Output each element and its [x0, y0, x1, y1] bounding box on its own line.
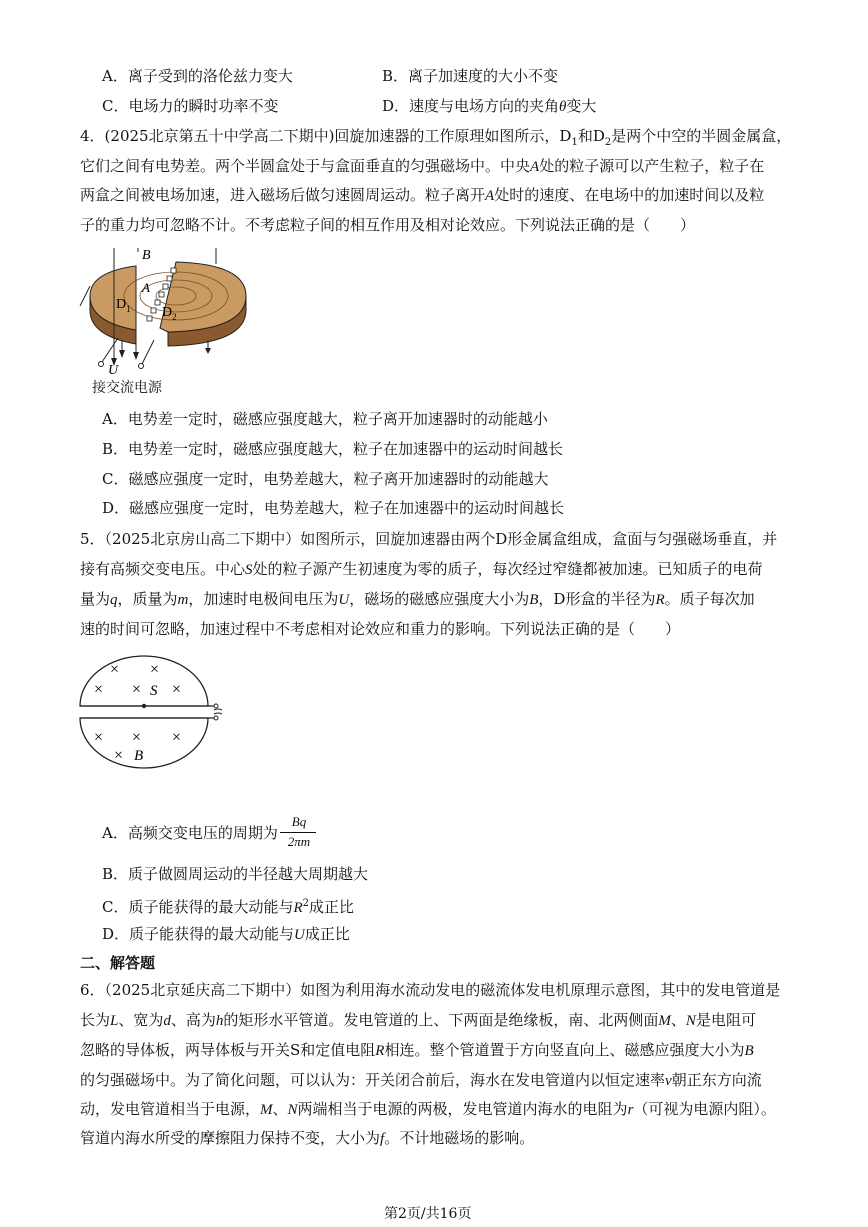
page-footer: 第2页/共16页 — [384, 1206, 472, 1222]
fig4-label-d1: $D_1$ — [116, 297, 131, 314]
q3-option-a: A．离子受到的洛伦兹力变大 — [102, 67, 293, 85]
q6-stem-line6: 管道内海水所受的摩擦阻力保持不变，大小为f。不计地磁场的影响。 — [80, 1129, 535, 1147]
q5-stem-line4: 速的时间可忽略，加速过程中不考虑相对论效应和重力的影响。下列说法正确的是（ ） — [80, 620, 681, 638]
q3-option-b: B．离子加速度的大小不变 — [382, 67, 559, 85]
q4-option-c: C．磁感应强度一定时，电势差越大，粒子离开加速器时的动能越大 — [102, 470, 549, 488]
q3-option-d: D．速度与电场方向的夹角θ变大 — [382, 97, 597, 115]
q5-stem-line3: 量为q，质量为m，加速时电极间电压为U，磁场的磁感应强度大小为B，D形盒的半径为R。质子每次加 — [80, 590, 755, 608]
q4-stem-line3: 两盒之间被电场加速，进入磁场后做匀速圆周运动。粒子离开A处时的速度、在电场中的加速时间以及粒 — [80, 186, 765, 204]
fig5-label-b: B — [134, 748, 144, 764]
fig5-cross: × — [114, 747, 124, 764]
q4-stem-line4: 子的重力均可忽略不计。不考虑粒子间的相互作用及相对论效应。下列说法正确的是（ ） — [80, 216, 696, 234]
q4-option-a: A．电势差一定时，磁感应强度越大，粒子离开加速器时的动能越小 — [102, 410, 548, 428]
fig5-cross: × — [172, 681, 182, 698]
fig5-cross: × — [94, 681, 104, 698]
q6-stem-line2: 长为L、宽为d、高为h的矩形水平管道。发电管道的上、下两面是绝缘板，南、北两侧面M、N是电阻可 — [80, 1011, 756, 1029]
q4-option-d: D．磁感应强度一定时，电势差越大，粒子在加速器中的运动时间越长 — [102, 499, 565, 517]
q5-fraction-numerator: Bq — [291, 814, 307, 829]
q6-stem-line3: 忽略的导体板，两导体板与开关S和定值电阻R相连。整个管道置于方向竖直向上、磁感应强度大小为B — [80, 1041, 754, 1059]
q5-fraction-bar — [280, 832, 316, 833]
fig5-cross: × — [132, 729, 142, 746]
fig4-label-a: A — [142, 280, 150, 295]
fig4-label-d2: $D_2$ — [162, 305, 177, 322]
q5-option-c-line: C．质子能获得的最大动能与$R^2$成正比 — [102, 898, 355, 916]
q6-stem-line1: 6．（2025北京延庆高二下期中）如图为利用海水流动发电的磁流体发电机原理示意图，其中的发电管道是 — [80, 981, 781, 999]
fig4-label-u: U — [108, 363, 119, 378]
fig5-cross: × — [172, 729, 182, 746]
fig5-cross: × — [132, 681, 142, 698]
q4-stem-line2: 它们之间有电势差。两个半圆盒处于与盒面垂直的匀强磁场中。中央A处的粒子源可以产生粒子，粒子在 — [80, 157, 765, 175]
fig5-cross: × — [110, 661, 120, 678]
q5-option-d: D．质子能获得的最大动能与U成正比 — [102, 925, 350, 943]
q5-fraction-denominator: 2πm — [287, 834, 311, 849]
q3-option-c: C．电场力的瞬时功率不变 — [102, 97, 279, 115]
fig4-caption: 接交流电源 — [92, 380, 162, 396]
q4-stem-line1: 4．(2025北京第五十中学高二下期中)回旋加速器的工作原理如图所示，$D_1$和$D_2$是两个中空的半圆金属盒， — [80, 127, 792, 148]
fig4-label-b: B — [142, 248, 151, 263]
q5-stem-line1: 5．（2025北京房山高二下期中）如图所示，回旋加速器由两个D形金属盒组成，盒面与匀强磁场垂直，并 — [80, 530, 778, 548]
q5-stem-line2: 接有高频交变电压。中心S处的粒子源产生初速度为零的质子，每次经过窄缝都被加速。已知质子的电荷 — [80, 560, 763, 578]
section-heading: 二、解答题 — [80, 954, 156, 972]
q5-option-a: A．高频交变电压的周期为 — [102, 824, 278, 842]
fig5-label-s: S — [150, 683, 158, 699]
fig5-cross: × — [94, 729, 104, 746]
dee-figure — [76, 652, 236, 776]
q5-option-b: B．质子做圆周运动的半径越大周期越大 — [102, 865, 369, 883]
q4-option-b: B．电势差一定时，磁感应强度越大，粒子在加速器中的运动时间越长 — [102, 440, 564, 458]
q6-stem-line4: 的匀强磁场中。为了简化问题，可以认为：开关闭合前后，海水在发电管道内以恒定速率v朝正东方向流 — [80, 1071, 762, 1089]
q6-stem-line5: 动，发电管道相当于电源，M、N两端相当于电源的两极，发电管道内海水的电阻为r（可视为电源内阻）。 — [80, 1100, 776, 1118]
fig5-cross: × — [150, 661, 160, 678]
